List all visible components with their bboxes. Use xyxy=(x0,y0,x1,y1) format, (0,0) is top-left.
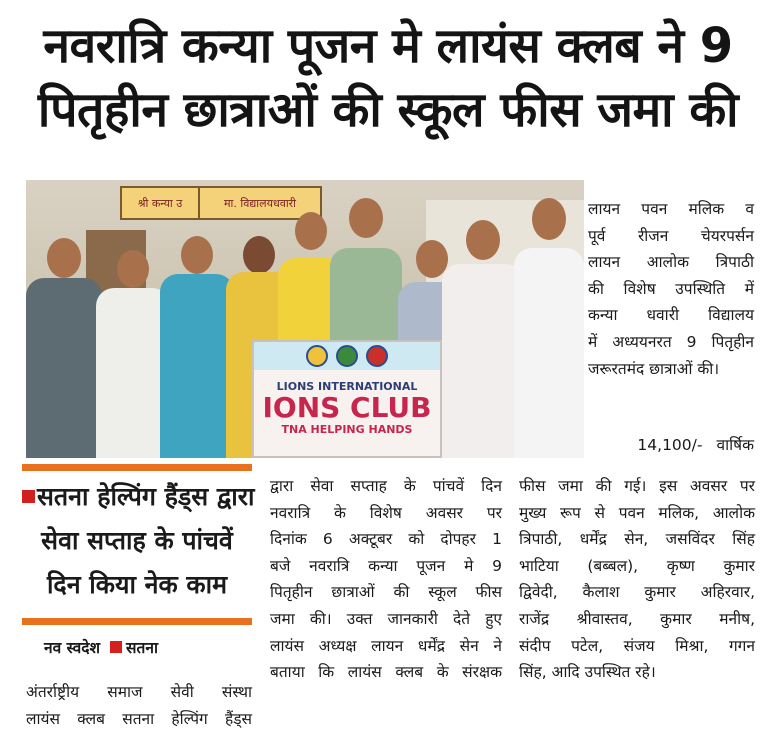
lions-logo-icon xyxy=(306,345,328,367)
person-head xyxy=(181,236,213,274)
person-head xyxy=(117,250,149,288)
person xyxy=(514,188,584,458)
banner-logo-strip xyxy=(254,342,440,370)
amount-word: वार्षिक xyxy=(716,436,754,454)
text-line: फीस जमा की गई। इस अवसर पर xyxy=(519,477,755,495)
article-column-2 xyxy=(270,473,502,686)
person-body xyxy=(26,278,102,458)
text-line: पूर्व रीजन चेयरपर्सन xyxy=(588,226,754,245)
person xyxy=(96,232,170,458)
text-line: बताया कि लायंस क्लब के संरक्षक xyxy=(270,663,502,682)
text-line: नवरात्रि के विशेष अवसर पर xyxy=(270,503,502,522)
headline xyxy=(18,14,758,142)
wall-sign-right-text: मा. विद्यालयधवारी xyxy=(223,196,297,210)
dateline xyxy=(44,636,158,658)
person xyxy=(26,218,102,458)
red-square-icon xyxy=(110,641,122,653)
text-line: लायन पवन मलिक व xyxy=(588,200,754,218)
person-head xyxy=(532,198,566,240)
text-line: दिनांक 6 अक्टूबर को दोपहर 1 xyxy=(270,530,502,549)
newspaper-name: नव स्वदेश xyxy=(44,639,101,657)
text-line: लायंस अध्यक्ष लायन धर्मेंद्र सेन ने xyxy=(270,636,502,655)
text-line: जमा की। उक्त जानकारी देते हुए xyxy=(270,609,502,628)
text-line: पितृहीन छात्राओं की स्कूल फीस xyxy=(270,583,502,602)
person-body xyxy=(96,288,170,458)
photo-side-column xyxy=(588,196,754,382)
text-line: मुख्य रूप से पवन मलिक, आलोक xyxy=(519,503,755,522)
person-body xyxy=(160,274,234,458)
person-body xyxy=(442,264,524,458)
subheadline-line-1-text: सतना हेल्पिंग हैंड्स द्वारा xyxy=(37,482,255,511)
banner-line-3: TNA HELPING HANDS xyxy=(281,423,413,436)
dateline-city: सतना xyxy=(126,639,158,657)
text-line: त्रिपाठी, धर्मेंद्र सेन, जसविंदर सिंह xyxy=(519,530,755,549)
banner-line-2: IONS CLUB xyxy=(262,391,432,424)
text-line: लायन आलोक त्रिपाठी xyxy=(588,253,754,272)
news-photo xyxy=(26,180,584,458)
headline-line-1: नवरात्रि कन्या पूजन मे लायंस क्लब ने 9 xyxy=(43,18,733,74)
emblem-icon xyxy=(336,345,358,367)
text-line: की विशेष उपस्थिति में xyxy=(588,279,754,298)
red-square-icon xyxy=(22,490,35,503)
person-head xyxy=(466,220,500,260)
person-head xyxy=(295,212,327,250)
headline-line-2: पितृहीन छात्राओं की स्कूल फीस जमा की xyxy=(37,82,739,138)
text-line: बजे नवरात्रि कन्या पूजन मे 9 xyxy=(270,556,502,575)
subheadline-line-3: दिन किया नेक काम xyxy=(46,570,228,599)
wall-sign-left xyxy=(120,186,200,220)
person-head xyxy=(349,198,383,238)
article-column-3 xyxy=(519,473,755,686)
text-line: लायंस क्लब सतना हेल्पिंग हैंड्स xyxy=(26,709,252,728)
amount-value: 14,100/- xyxy=(637,436,703,454)
orange-rule-bottom xyxy=(22,618,252,625)
person-head xyxy=(243,236,275,274)
emblem-icon xyxy=(366,345,388,367)
text-line: द्विवेदी, कैलाश कुमार अहिरवार, xyxy=(519,583,755,602)
text-line: द्वारा सेवा सप्ताह के पांचवें दिन xyxy=(270,477,502,495)
text-line: कन्या धवारी विद्यालय xyxy=(588,306,754,325)
banner-line-1: LIONS INTERNATIONAL xyxy=(276,380,418,393)
person-body xyxy=(514,248,584,458)
person xyxy=(442,206,524,458)
subheadline-line-1 xyxy=(22,476,255,518)
person-head xyxy=(47,238,81,278)
person xyxy=(160,218,234,458)
amount-line xyxy=(588,432,754,458)
subheadline-line-2: सेवा सप्ताह के पांचवें xyxy=(41,526,233,555)
text-line: में अध्ययनरत 9 पितृहीन xyxy=(588,332,754,351)
wall-sign-left-text: श्री कन्या उ xyxy=(137,196,183,210)
text-line: संदीप पटेल, संजय मिश्रा, गगन xyxy=(519,636,755,655)
text-line: सिंह, आदि उपस्थित रहे। xyxy=(519,663,656,682)
subheadline-box xyxy=(22,464,255,626)
text-line: राजेंद्र श्रीवास्तव, कुमार मनीष, xyxy=(519,609,755,628)
orange-rule-top xyxy=(22,464,252,471)
article-column-1 xyxy=(26,679,252,732)
text-line: जरूरतमंद छात्राओं की। xyxy=(588,359,720,378)
lions-club-banner xyxy=(252,340,442,458)
text-line: भाटिया (बब्बल), कृष्ण कुमार xyxy=(519,556,755,575)
text-line: अंतर्राष्ट्रीय समाज सेवी संस्था xyxy=(26,683,252,701)
